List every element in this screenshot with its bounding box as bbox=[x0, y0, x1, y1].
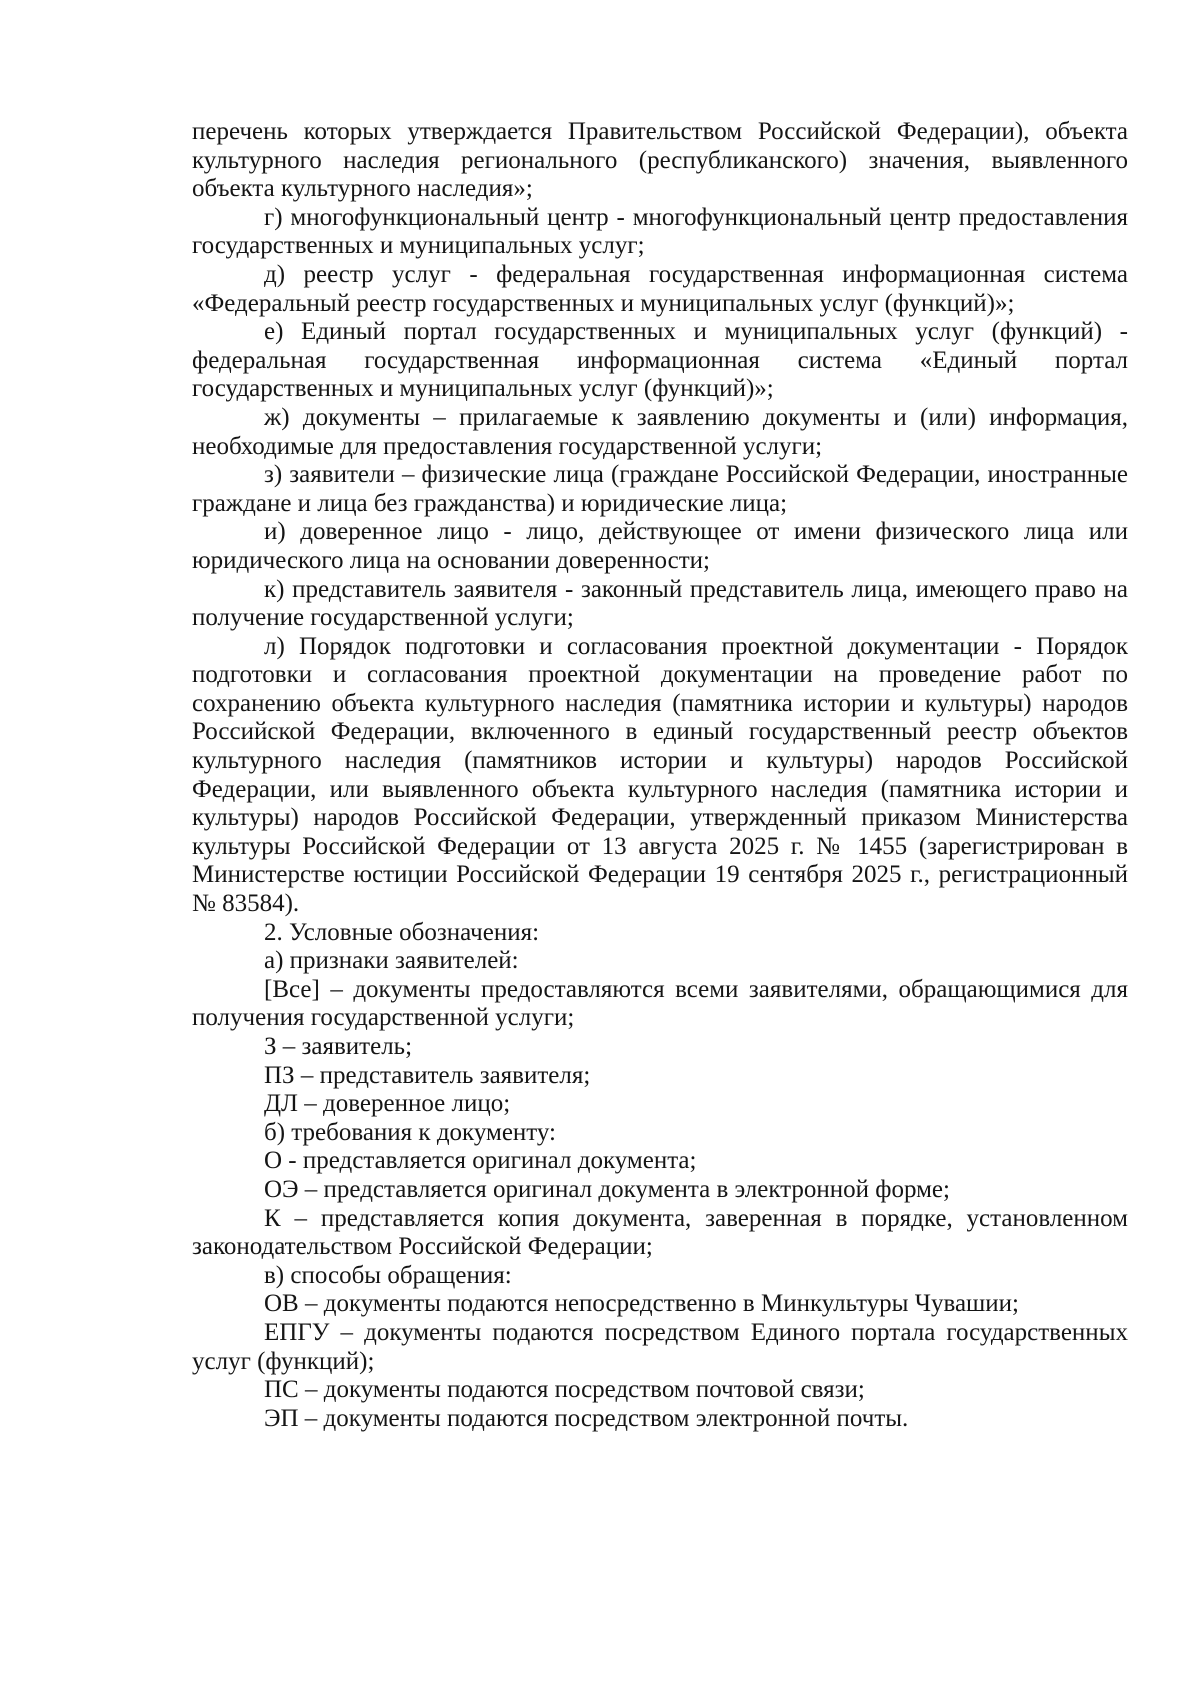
legend-epgu: ЕПГУ – документы подаются посредством Единого портала государственных услуг (функций); bbox=[192, 1318, 1128, 1375]
paragraph-item-d: д) реестр услуг - федеральная государственная информационная система «Федеральный реестр государственных и муниципальных услуг (функций)»; bbox=[192, 260, 1128, 317]
section-heading-legend: 2. Условные обозначения: bbox=[264, 918, 540, 946]
legend-ps: ПС – документы подаются посредством почтовой связи; bbox=[264, 1376, 865, 1404]
subheading-submission-methods: в) способы обращения: bbox=[264, 1261, 512, 1289]
paragraph-item-i: и) доверенное лицо - лицо, действующее от имени физического лица или юридического лица на основании доверенности; bbox=[192, 518, 1128, 574]
legend-pz: ПЗ – представитель заявителя; bbox=[264, 1061, 591, 1089]
subheading-applicant-signs: а) признаки заявителей: bbox=[264, 947, 519, 975]
paragraph-item-g: г) многофункциональный центр - многофункциональный центр предоставления государственных и муниципальных услуг; bbox=[192, 203, 1128, 260]
legend-k: К – представляется копия документа, заверенная в порядке, установленном законодательством Российской Федерации; bbox=[192, 1204, 1128, 1261]
legend-oe: ОЭ – представляется оригинал документа в электронной форме; bbox=[264, 1175, 950, 1203]
paragraph-item-e: е) Единый портал государственных и муниципальных услуг (функций) - федеральная государственная информационная система «Единый портал государственных и муниципальных услуг (функций)»; bbox=[192, 318, 1128, 403]
paragraph-item-l: л) Порядок подготовки и согласования проектной документации - Порядок подготовки и согласования проектной документации на проведение работ по сохранению объекта культурного наследия (памятника истории и культуры) народов Российской Федерации, включенного в единый государственный реестр объектов культурного наследия (памятников истории и культуры) народов Российской Федерации, или выявленного объекта культурного наследия (памятника истории и культуры) народов Российской Федерации, утвержденный приказом Министерства культуры Российской Федерации от 13 августа 2025 г. № 1455 (зарегистрирован в Министерстве юстиции Российской Федерации 19 сентября 2025 г., регистрационный № 83584). bbox=[192, 632, 1128, 918]
document-page bbox=[192, 118, 1128, 1433]
paragraph-item-k: к) представитель заявителя - законный представитель лица, имеющего право на получение государственной услуги; bbox=[192, 575, 1128, 632]
legend-all: [Все] – документы предоставляются всеми заявителями, обращающимися для получения государственной услуги; bbox=[192, 975, 1128, 1032]
subheading-document-requirements: б) требования к документу: bbox=[264, 1118, 557, 1146]
legend-z: З – заявитель; bbox=[264, 1033, 413, 1060]
paragraph-item-z: з) заявители – физические лица (граждане Российской Федерации, иностранные граждане и лица без гражданства) и юридические лица; bbox=[192, 461, 1128, 517]
legend-ep: ЭП – документы подаются посредством электронной почты. bbox=[264, 1404, 909, 1432]
legend-o: О - представляется оригинал документа; bbox=[264, 1147, 697, 1175]
paragraph-continuation: перечень которых утверждается Правительством Российской Федерации), объекта культурного наследия регионального (республиканского) значения, выявленного объекта культурного наследия»; bbox=[192, 118, 1128, 203]
paragraph-item-zh: ж) документы – прилагаемые к заявлению документы и (или) информация, необходимые для предоставления государственной услуги; bbox=[192, 403, 1128, 460]
legend-ov: ОВ – документы подаются непосредственно в Минкультуры Чувашии; bbox=[264, 1290, 1019, 1318]
legend-dl: ДЛ – доверенное лицо; bbox=[264, 1090, 511, 1118]
